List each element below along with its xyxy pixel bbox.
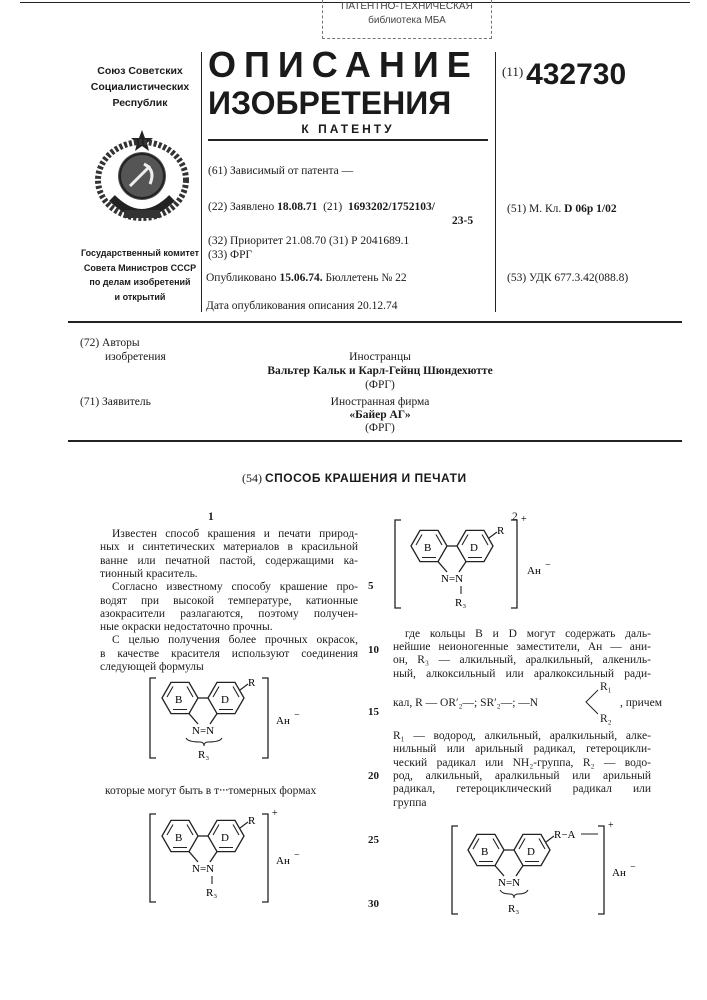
ring-d-label: D — [527, 846, 535, 858]
title-invention: ИЗОБРЕТЕНИЯ — [208, 86, 492, 120]
invention-title — [242, 471, 467, 486]
line-number: 30 — [368, 898, 379, 910]
patent-number-value: 432730 — [526, 58, 626, 91]
published-label: Опубликовано — [206, 272, 277, 284]
r3-label: R₃ — [455, 597, 466, 609]
ussr-emblem-icon — [92, 128, 192, 224]
line-number: 15 — [368, 706, 379, 718]
applicant-origin: Иностранная фирма — [230, 396, 530, 409]
r2-label: R₂ — [600, 713, 612, 725]
column-number-1: 1 — [208, 511, 214, 523]
union-line: Союз Советских — [70, 63, 210, 79]
authors-country: (ФРГ) — [230, 378, 530, 392]
ring-d-label: D — [221, 694, 229, 706]
bracket-right — [262, 678, 268, 758]
nn-label: N=N — [192, 863, 214, 875]
ring-b-label: B — [175, 694, 182, 706]
ra-label: R−A — [554, 829, 576, 841]
chemical-formula-1 — [148, 676, 348, 766]
text-line: ных и синтетических материалов в красильной — [100, 541, 358, 553]
r-label: R — [248, 815, 256, 827]
title-description: ОПИСАНИЕ — [208, 46, 492, 84]
stamp-line-2: библиотека МБА — [323, 14, 491, 28]
nn-label: N=N — [498, 877, 520, 889]
bracket-left — [150, 678, 156, 758]
text-line: в качестве красителя используют соединения — [100, 648, 358, 660]
text-line: R₁ — водород, алкильный, аралкильный, алке- — [393, 730, 651, 742]
field-published — [206, 272, 407, 284]
text-line: водят при высокой температуре, катионные — [100, 595, 358, 607]
state-committee — [70, 246, 210, 304]
field-51 — [507, 203, 617, 215]
union-line: Социалистических — [70, 79, 210, 95]
field-21-value: 1693202/1752103/ — [348, 201, 435, 213]
field-61: (61) Зависимый от патента — — [208, 165, 353, 177]
line-number: 5 — [368, 580, 374, 592]
r3-label: R₃ — [198, 749, 209, 761]
text-line: Известен способ крашения и печати природ- — [100, 528, 358, 540]
title-rule — [208, 139, 488, 141]
text-line: ный, алкоксильный или аралкоксильный ради- — [393, 668, 651, 680]
field-53: (53) УДК 677.3.42(088.8) — [507, 272, 628, 284]
nn-label: N=N — [441, 573, 463, 585]
text-line: нейшие неионогенные заместители, Ан — ани- — [393, 641, 651, 653]
tautomer-text: которые могут быть в т⸱⸱⸱томерных формах — [105, 783, 316, 798]
r1-label: R₁ — [600, 681, 612, 693]
nn-label: N=N — [192, 725, 214, 737]
authors-label-1: (72) Авторы — [80, 336, 166, 350]
title-code: (54) — [242, 471, 262, 485]
plus-sign: + — [521, 514, 527, 525]
text-line: нильный или арильный радикал, гетероцикли- — [393, 743, 651, 755]
formula-line-suffix: , причем — [620, 697, 662, 709]
field-21-label: (21) — [323, 201, 342, 213]
field-description-date: Дата опубликования описания 20.12.74 — [206, 300, 398, 312]
text-line: Согласно известному способу крашение про- — [100, 581, 358, 593]
union-line: Республик — [70, 95, 210, 111]
title-text: СПОСОБ КРАШЕНИЯ И ПЕЧАТИ — [265, 471, 467, 485]
chemical-formula-4 — [450, 818, 670, 918]
applicant-name: «Байер АГ» — [230, 409, 530, 422]
minus-sign: − — [630, 862, 636, 873]
field-51-value: D 06р 1/02 — [564, 203, 616, 215]
anion-label: Ан — [276, 715, 290, 727]
field-33: (33) ФРГ — [208, 249, 252, 261]
field-51-label: (51) М. Кл. — [507, 203, 561, 215]
text-line: тионный краситель. — [100, 568, 358, 580]
field-21-value-cont: 23-5 — [452, 215, 473, 227]
text-line: род, алкильный, аралкильный или арильный — [393, 770, 651, 782]
published-date: 15.06.74. — [279, 272, 322, 284]
ring-b-label: B — [481, 846, 488, 858]
library-stamp — [322, 0, 492, 39]
text-line: С целью получения более прочных окрасок, — [100, 634, 358, 646]
ring-b-label: B — [175, 832, 182, 844]
committee-line: и открытий — [70, 290, 210, 305]
text-line: следующей формулы — [100, 661, 358, 673]
header-divider-left — [201, 52, 202, 312]
minus-sign: − — [294, 710, 300, 721]
header-divider-right — [495, 52, 496, 312]
authors-block — [230, 350, 530, 392]
title-to-patent: К ПАТЕНТУ — [206, 122, 490, 136]
r3-label: R₃ — [206, 887, 217, 899]
anion-label: Ан — [612, 867, 626, 879]
committee-line: Государственный комитет — [70, 246, 210, 261]
line-number: 20 — [368, 770, 379, 782]
text-line: азокрасители разлагаются, поэтому получен- — [100, 608, 358, 620]
section-rule-2 — [68, 440, 682, 442]
chemical-formula-2 — [148, 806, 348, 906]
text-line: он, R₃ — алкильный, аралкильный, алкениль- — [393, 654, 651, 666]
text-line: ческий радикал или NH₂-группа, R₂ — водо- — [393, 757, 651, 769]
applicant-block — [230, 396, 530, 435]
minus-sign: − — [294, 850, 300, 861]
line-number: 10 — [368, 644, 379, 656]
authors-label — [80, 336, 166, 364]
field-22 — [208, 201, 435, 213]
r3-label: R₃ — [508, 903, 519, 915]
n-branch-bonds — [584, 687, 600, 717]
plus-sign: + — [272, 808, 278, 819]
committee-line: по делам изобретений — [70, 275, 210, 290]
text-line: радикал, гетероциклический радикал или — [393, 783, 651, 795]
text-line: где кольцы В и D могут содержать даль- — [393, 628, 651, 640]
applicant-country: (ФРГ) — [230, 422, 530, 435]
text-line: ванне или печатной пастой, содержащими ка- — [100, 555, 358, 567]
ring-d-label: D — [470, 542, 478, 554]
column-number-2: 2 — [512, 511, 518, 523]
committee-line: Совета Министров СССР — [70, 261, 210, 276]
minus-sign: − — [545, 560, 551, 571]
stamp-line-1: ПАТЕНТНО-ТЕХНИЧЕСКАЯ — [323, 0, 491, 14]
authors-label-2: изобретения — [80, 350, 166, 364]
r-label: R — [248, 677, 256, 689]
chemical-formula-3 — [393, 512, 613, 612]
bulletin: Бюллетень № 22 — [325, 272, 406, 284]
section-rule-1 — [68, 321, 682, 323]
patent-code: (11) — [502, 64, 523, 79]
plus-sign: + — [608, 820, 614, 831]
text-line: ные окраски недостаточно прочны. — [100, 621, 358, 633]
anion-label: Ан — [276, 855, 290, 867]
field-32: (32) Приоритет 21.08.70 (31) Р 2041689.1 — [208, 235, 409, 247]
formula-line-prefix: кал, R — OR′₂—; SR′₂—; —N — [393, 697, 538, 709]
patent-number — [502, 58, 626, 92]
formula-line — [393, 697, 538, 709]
ring-b-label: B — [424, 542, 431, 554]
field-22-date: 18.08.71 — [277, 201, 317, 213]
union-name — [70, 63, 210, 111]
r-label: R — [497, 525, 505, 537]
ring-d-label: D — [221, 832, 229, 844]
applicant-label: (71) Заявитель — [80, 396, 151, 408]
text-line: группа — [393, 797, 651, 809]
field-22-label: (22) Заявлено — [208, 201, 274, 213]
anion-label: Ан — [527, 565, 541, 577]
authors-names: Вальтер Кальк и Карл-Гейнц Шюндехютте — [230, 364, 530, 378]
authors-origin: Иностранцы — [230, 350, 530, 364]
line-number: 25 — [368, 834, 379, 846]
